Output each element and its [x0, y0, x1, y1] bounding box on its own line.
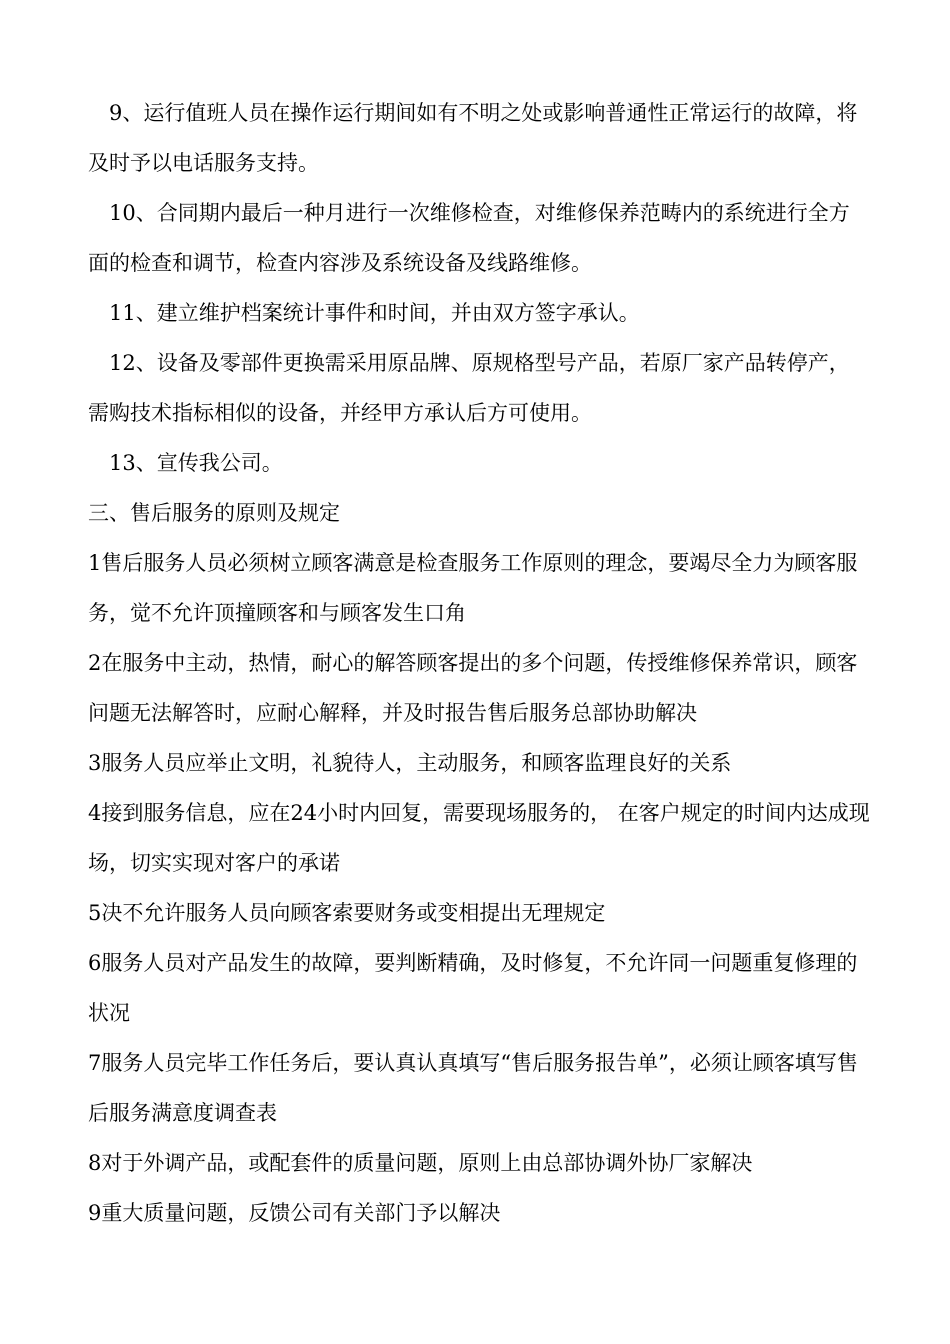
- document-body: [88, 88, 870, 1238]
- section-title: 三、售后服务的原则及规定: [88, 501, 340, 525]
- rule-item-2: 2在服务中主动，热情，耐心的解答顾客提出的多个问题，传授维修保养常识，顾客问题无法解答时，应耐心解释，并及时报告售后服务总部协助解决: [88, 651, 858, 725]
- rule-item-5: 5决不允许服务人员向顾客索要财务或变相提出无理规定: [88, 901, 606, 925]
- paragraph-item-10: 10、合同期内最后一种月进行一次维修检查，对维修保养范畴内的系统进行全方面的检查和调节，检查内容涉及系统设备及线路维修。: [88, 201, 850, 275]
- rule-item-8: 8对于外调产品，或配套件的质量问题，原则上由总部协调外协厂家解决: [88, 1151, 753, 1175]
- rule-item-7: 7服务人员完毕工作任务后，要认真认真填写“售后服务报告单”，必须让顾客填写售后服务满意度调查表: [88, 1051, 858, 1125]
- paragraph-item-11: 11、建立维护档案统计事件和时间，并由双方签字承认。: [88, 301, 640, 325]
- rule-item-9: 9重大质量问题，反馈公司有关部门予以解决: [88, 1201, 501, 1225]
- paragraph-item-9: 9、运行值班人员在操作运行期间如有不明之处或影响普通性正常运行的故障，将及时予以电话服务支持。: [88, 101, 858, 175]
- rule-item-4: 4接到服务信息，应在24小时内回复，需要现场服务的， 在客户规定的时间内达成现场，切实实现对客户的承诺: [88, 801, 870, 875]
- paragraph-item-12: 12、设备及零部件更换需采用原品牌、原规格型号产品，若原厂家产品转停产，需购技术指标相似的设备，并经甲方承认后方可使用。: [88, 351, 850, 425]
- rule-item-3: 3服务人员应举止文明，礼貌待人，主动服务，和顾客监理良好的关系: [88, 751, 732, 775]
- rule-item-6: 6服务人员对产品发生的故障，要判断精确，及时修复，不允许同一问题重复修理的状况: [88, 951, 858, 1025]
- rule-item-1: 1售后服务人员必须树立顾客满意是检查服务工作原则的理念，要竭尽全力为顾客服务，觉不允许顶撞顾客和与顾客发生口角: [88, 551, 858, 625]
- paragraph-item-13: 13、宣传我公司。: [88, 451, 283, 475]
